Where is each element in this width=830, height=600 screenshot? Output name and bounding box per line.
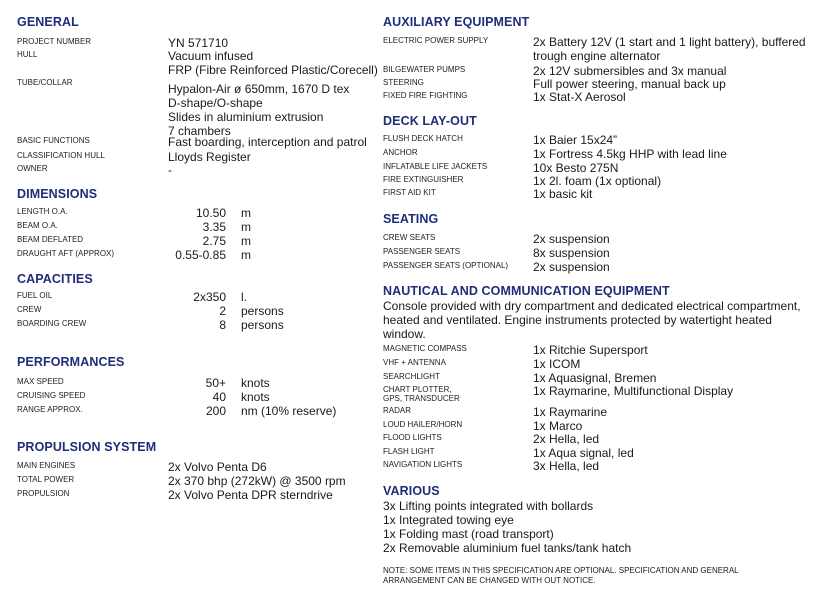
spec-value — [168, 150, 251, 164]
spec-value-line: 1x Marco — [533, 419, 583, 433]
spec-value — [168, 163, 172, 177]
spec-value — [533, 64, 726, 78]
spec-label: HULL — [17, 50, 38, 59]
section-heading: GENERAL — [17, 15, 79, 29]
spec-value-line: 3x Hella, led — [533, 459, 600, 473]
intro-text: Console provided with dry compartment and dedicated electrical compartment, — [383, 299, 801, 313]
spec-value-line: YN 571710 — [168, 36, 229, 50]
spec-unit: nm (10% reserve) — [241, 404, 337, 418]
spec-row — [383, 246, 610, 260]
spec-value — [533, 232, 610, 246]
spec-value — [533, 246, 610, 260]
spec-row — [17, 135, 367, 149]
spec-value — [533, 419, 582, 433]
section-heading: DECK LAY-OUT — [383, 114, 477, 128]
spec-label: FIRST AID KIT — [383, 188, 436, 197]
spec-value-line: 1x Ritchie Supersport — [533, 343, 648, 357]
spec-value: 3.35 — [202, 220, 226, 234]
spec-row — [383, 147, 727, 161]
spec-row — [383, 90, 626, 104]
spec-label: RANGE APPROX. — [17, 405, 83, 414]
spec-value — [533, 35, 806, 63]
various-item: 2x Removable aluminium fuel tanks/tank hatch — [383, 541, 632, 555]
spec-value-line: 2x 370 bhp (272kW) @ 3500 rpm — [168, 474, 346, 488]
spec-value: 2.75 — [202, 234, 226, 248]
spec-label: STEERING — [383, 78, 424, 87]
spec-value: 50+ — [205, 376, 226, 390]
spec-label: SEARCHLIGHT — [383, 372, 440, 381]
spec-value-line: 8x suspension — [533, 246, 610, 260]
spec-row — [383, 405, 607, 419]
spec-value — [533, 371, 656, 385]
spec-row — [383, 187, 592, 201]
spec-row — [383, 459, 599, 473]
spec-value-line: 2x 12V submersibles and 3x manual — [533, 64, 727, 78]
spec-label: FIXED FIRE FIGHTING — [383, 91, 468, 100]
footnote — [383, 566, 739, 586]
spec-label: BEAM O.A. — [17, 221, 58, 230]
spec-value: 2x350 — [193, 290, 226, 304]
spec-label: BILGEWATER PUMPS — [383, 65, 466, 74]
spec-value-line: 1x Raymarine — [533, 405, 608, 419]
spec-row — [383, 446, 634, 460]
spec-label: OWNER — [17, 164, 48, 173]
spec-row — [17, 49, 378, 77]
spec-label: LOUD HAILER/HORN — [383, 420, 463, 429]
spec-row — [17, 163, 172, 177]
spec-value — [533, 77, 726, 91]
section-nautical — [383, 284, 823, 341]
spec-value — [168, 82, 349, 138]
spec-row — [17, 390, 270, 404]
spec-label: PROPULSION — [17, 489, 70, 498]
spec-value-line: 10x Besto 275N — [533, 161, 619, 175]
spec-value-line: 2x Volvo Penta D6 — [168, 460, 267, 474]
various-item: 3x Lifting points integrated with bollards — [383, 499, 594, 513]
spec-value-line: 1x Fortress 4.5kg HHP with lead line — [533, 147, 727, 161]
section-heading: PROPULSION SYSTEM — [17, 440, 157, 454]
spec-row — [383, 419, 582, 433]
spec-value-line: 1x Baier 15x24” — [533, 133, 618, 147]
spec-row — [17, 150, 251, 164]
spec-value-line: trough engine alternator — [533, 49, 661, 63]
section-deck — [383, 114, 823, 129]
spec-value — [533, 459, 599, 473]
spec-value-line: 2x Battery 12V (1 start and 1 light battery), buffered — [533, 35, 806, 49]
spec-value — [533, 384, 733, 403]
spec-value — [168, 488, 333, 502]
spec-label: CREW — [17, 305, 42, 314]
spec-label: INFLATABLE LIFE JACKETS — [383, 162, 488, 171]
spec-value-line: FRP (Fibre Reinforced Plastic/Corecell) — [168, 63, 378, 77]
spec-label: CRUISING SPEED — [17, 391, 86, 400]
spec-label: ELECTRIC POWER SUPPLY — [383, 36, 489, 45]
spec-value — [533, 357, 580, 371]
spec-value-line: Full power steering, manual back up — [533, 77, 726, 91]
footnote-line: NOTE: SOME ITEMS IN THIS SPECIFICATION ARE OPTIONAL. SPECIFICATION AND GENERAL — [383, 566, 739, 575]
spec-label: MAX SPEED — [17, 377, 64, 386]
spec-value: 200 — [205, 404, 226, 418]
spec-value-line: 1x Raymarine, Multifunctional Display — [533, 384, 734, 398]
spec-unit: knots — [241, 376, 270, 390]
spec-row — [17, 234, 251, 248]
spec-label: BASIC FUNCTIONS — [17, 136, 90, 145]
spec-value-line: Vacuum infused — [168, 49, 254, 63]
spec-value — [533, 161, 618, 175]
section-various — [383, 484, 631, 555]
section-seating — [383, 212, 823, 227]
spec-value-line: 2x Volvo Penta DPR sterndrive — [168, 488, 333, 502]
spec-label: LENGTH O.A. — [17, 207, 68, 216]
spec-value — [168, 460, 267, 474]
spec-value-line: 1x ICOM — [533, 357, 581, 371]
spec-row — [383, 432, 599, 446]
spec-value: 10.50 — [195, 206, 226, 220]
spec-label: FLASH LIGHT — [383, 447, 435, 456]
spec-label: MAGNETIC COMPASS — [383, 344, 467, 353]
spec-row — [17, 248, 251, 262]
spec-unit: l. — [241, 290, 247, 304]
footnote-line: ARRANGEMENT CAN BE CHANGED WITH OUT NOTICE. — [383, 576, 596, 585]
spec-label: FIRE EXTINGUISHER — [383, 175, 464, 184]
spec-row — [17, 460, 267, 474]
section-heading: AUXILIARY EQUIPMENT — [383, 15, 530, 29]
spec-row — [383, 64, 726, 78]
spec-label: PROJECT NUMBER — [17, 37, 92, 46]
section-heading: PERFORMANCES — [17, 355, 125, 369]
spec-value-line: Fast boarding, interception and patrol — [168, 135, 367, 149]
spec-value — [533, 187, 592, 201]
spec-value-line: - — [168, 163, 172, 177]
spec-row — [17, 77, 349, 138]
spec-row — [17, 36, 228, 50]
spec-value — [533, 446, 634, 460]
spec-unit: persons — [241, 304, 284, 318]
section-heading: NAUTICAL AND COMMUNICATION EQUIPMENT — [383, 284, 670, 298]
spec-unit: m — [241, 220, 251, 234]
intro-text: heated and ventilated. Engine instruments protected by watertight heated — [383, 313, 772, 327]
spec-row — [383, 232, 610, 246]
spec-value — [533, 343, 648, 357]
spec-value-line: 2x Hella, led — [533, 432, 600, 446]
spec-label: BEAM DEFLATED — [17, 235, 84, 244]
spec-unit: m — [241, 234, 251, 248]
spec-value-line: Lloyds Register — [168, 150, 251, 164]
spec-value-line: Slides in aluminium extrusion — [168, 110, 324, 124]
spec-value — [168, 135, 367, 149]
spec-label: CLASSIFICATION HULL — [17, 151, 105, 160]
spec-label: NAVIGATION LIGHTS — [383, 460, 463, 469]
spec-label: ANCHOR — [383, 148, 418, 157]
spec-unit: m — [241, 248, 251, 262]
various-item: 1x Integrated towing eye — [383, 513, 514, 527]
spec-row — [383, 371, 656, 385]
spec-row — [17, 404, 336, 418]
intro-text: window. — [383, 327, 426, 341]
spec-value — [533, 432, 599, 446]
spec-label: CREW SEATS — [383, 233, 436, 242]
spec-value — [533, 133, 617, 147]
spec-label: FLUSH DECK HATCH — [383, 134, 463, 143]
spec-value-line: 1x Aqua signal, led — [533, 446, 634, 460]
spec-row — [17, 376, 270, 390]
spec-value — [533, 405, 607, 419]
spec-label: TOTAL POWER — [17, 475, 75, 484]
spec-row — [383, 133, 617, 147]
spec-value-line: Hypalon-Air ø 650mm, 1670 D tex — [168, 82, 350, 96]
spec-value — [168, 49, 378, 77]
spec-row — [17, 318, 284, 332]
spec-row — [383, 174, 661, 188]
spec-value-line: 1x basic kit — [533, 187, 593, 201]
spec-label: FUEL OIL — [17, 291, 53, 300]
spec-label: BOARDING CREW — [17, 319, 87, 328]
spec-row — [383, 384, 733, 403]
spec-unit: persons — [241, 318, 284, 332]
spec-value-line: 1x Stat-X Aerosol — [533, 90, 626, 104]
spec-value-line: 1x Aquasignal, Bremen — [533, 371, 657, 385]
spec-row — [17, 290, 247, 304]
spec-row — [383, 77, 726, 91]
spec-row — [383, 357, 580, 371]
section-auxiliary — [383, 15, 823, 30]
spec-label: DRAUGHT AFT (APPROX) — [17, 249, 115, 258]
spec-value — [533, 147, 727, 161]
spec-value — [533, 260, 610, 274]
spec-label: MAIN ENGINES — [17, 461, 76, 470]
section-heading: CAPACITIES — [17, 272, 93, 286]
spec-row — [17, 220, 251, 234]
spec-value — [533, 90, 626, 104]
spec-label: PASSENGER SEATS (OPTIONAL) — [383, 261, 509, 270]
spec-row — [17, 304, 284, 318]
spec-row — [383, 161, 618, 175]
spec-value-line: 2x suspension — [533, 232, 610, 246]
spec-label: VHF + ANTENNA — [383, 358, 446, 367]
spec-value — [168, 474, 346, 488]
spec-unit: knots — [241, 390, 270, 404]
section-heading: VARIOUS — [383, 484, 440, 498]
spec-value-line: 1x 2l. foam (1x optional) — [533, 174, 662, 188]
spec-row — [17, 206, 251, 220]
spec-label: TUBE/COLLAR — [17, 78, 73, 87]
spec-value: 0.55-0.85 — [175, 248, 226, 262]
spec-label: FLOOD LIGHTS — [383, 433, 442, 442]
spec-label: PASSENGER SEATS — [383, 247, 461, 256]
spec-value — [533, 174, 661, 188]
spec-row — [383, 343, 648, 357]
spec-value: 2 — [219, 304, 226, 318]
various-item: 1x Folding mast (road transport) — [383, 527, 554, 541]
section-heading: DIMENSIONS — [17, 187, 98, 201]
spec-value: 40 — [212, 390, 226, 404]
spec-value: 8 — [219, 318, 226, 332]
spec-row — [383, 260, 610, 274]
spec-label: CHART PLOTTER, GPS, TRANSDUCER — [383, 385, 460, 403]
spec-row — [17, 488, 333, 502]
spec-unit: m — [241, 206, 251, 220]
spec-value-line: 7 chambers — [168, 124, 231, 138]
spec-row — [383, 35, 806, 63]
spec-value — [168, 36, 228, 50]
spec-value-line: D-shape/O-shape — [168, 96, 263, 110]
spec-label: RADAR — [383, 406, 412, 415]
spec-row — [17, 474, 346, 488]
section-heading: SEATING — [383, 212, 439, 226]
spec-value-line: 2x suspension — [533, 260, 610, 274]
